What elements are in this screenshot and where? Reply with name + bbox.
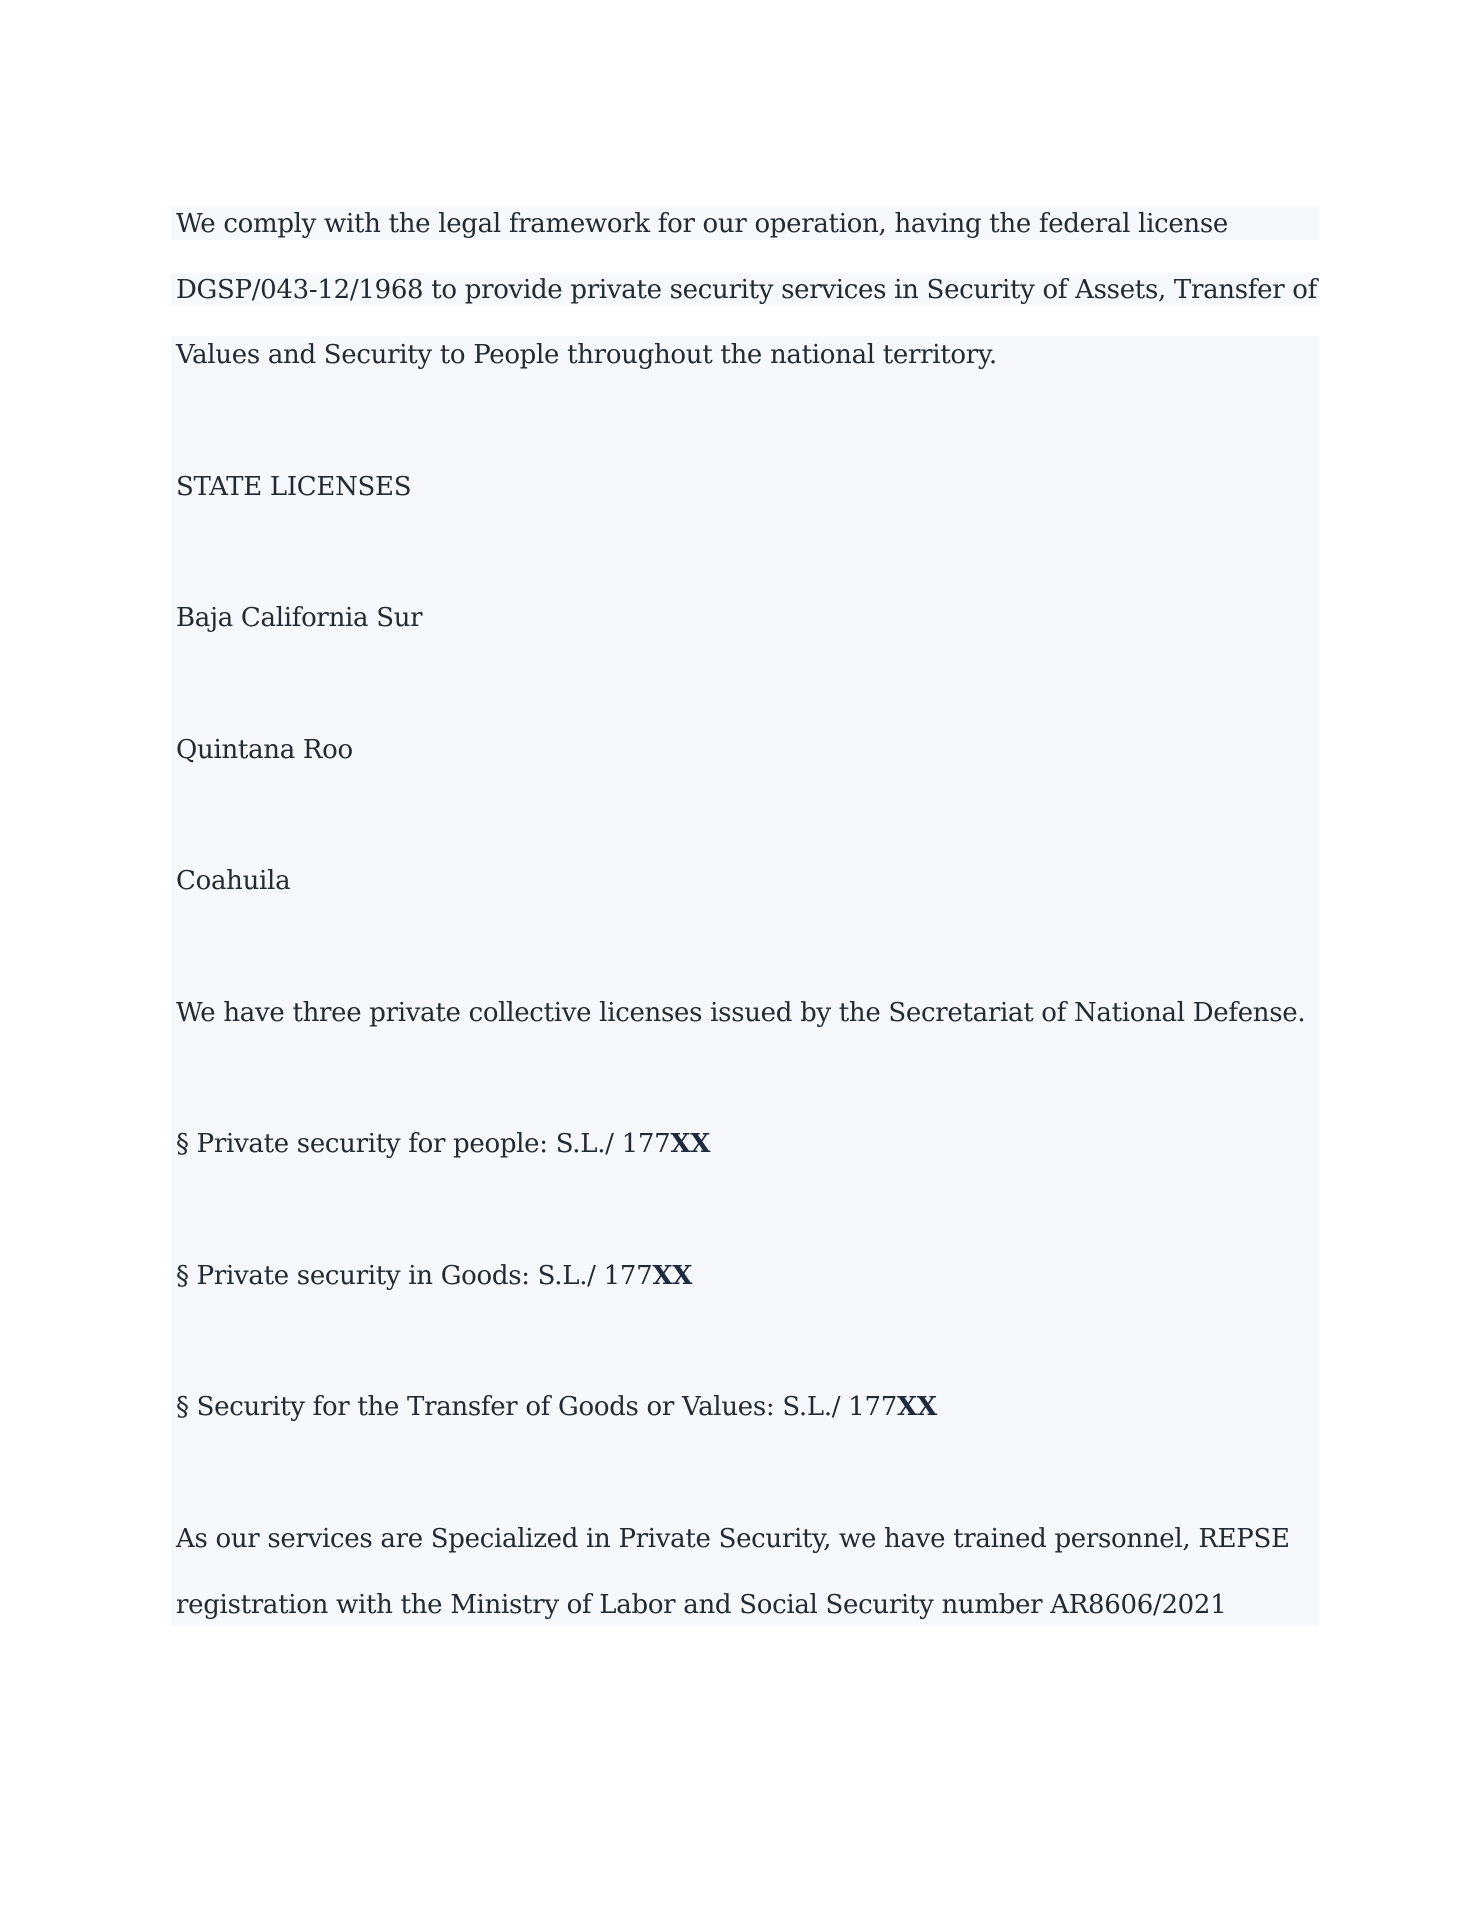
closing-line-2: registration with the Ministry of Labor and Social Security number AR8606/2021: [176, 1590, 1227, 1620]
collective-licenses-text: We have three private collective licenses issued by the Secretariat of National Defense.: [176, 998, 1306, 1028]
state-item: Baja California Sur: [176, 603, 423, 633]
license-item: [176, 1127, 710, 1161]
license-code-suffix: XX: [652, 1261, 693, 1291]
license-label: § Private security for people: S.L./ 177: [176, 1129, 671, 1159]
license-item: [176, 1390, 937, 1424]
intro-line-2: DGSP/043-12/1968 to provide private security services in Security of Assets, Transfer of: [176, 275, 1317, 305]
state-licenses-heading: STATE LICENSES: [176, 472, 412, 502]
intro-line-1: We comply with the legal framework for our operation, having the federal license: [176, 209, 1229, 239]
intro-line-3: Values and Security to People throughout the national territory.: [176, 340, 997, 370]
text-highlight-block: [171, 336, 1319, 1626]
state-item: Quintana Roo: [176, 735, 353, 765]
license-code-suffix: XX: [896, 1392, 937, 1422]
closing-line-1: As our services are Specialized in Private Security, we have trained personnel, REPSE: [176, 1524, 1290, 1554]
license-label: § Private security in Goods: S.L./ 177: [176, 1261, 653, 1291]
license-label: § Security for the Transfer of Goods or Values: S.L./ 177: [176, 1392, 897, 1422]
state-item: Coahuila: [176, 866, 291, 896]
license-item: [176, 1259, 692, 1293]
license-code-suffix: XX: [670, 1129, 711, 1159]
